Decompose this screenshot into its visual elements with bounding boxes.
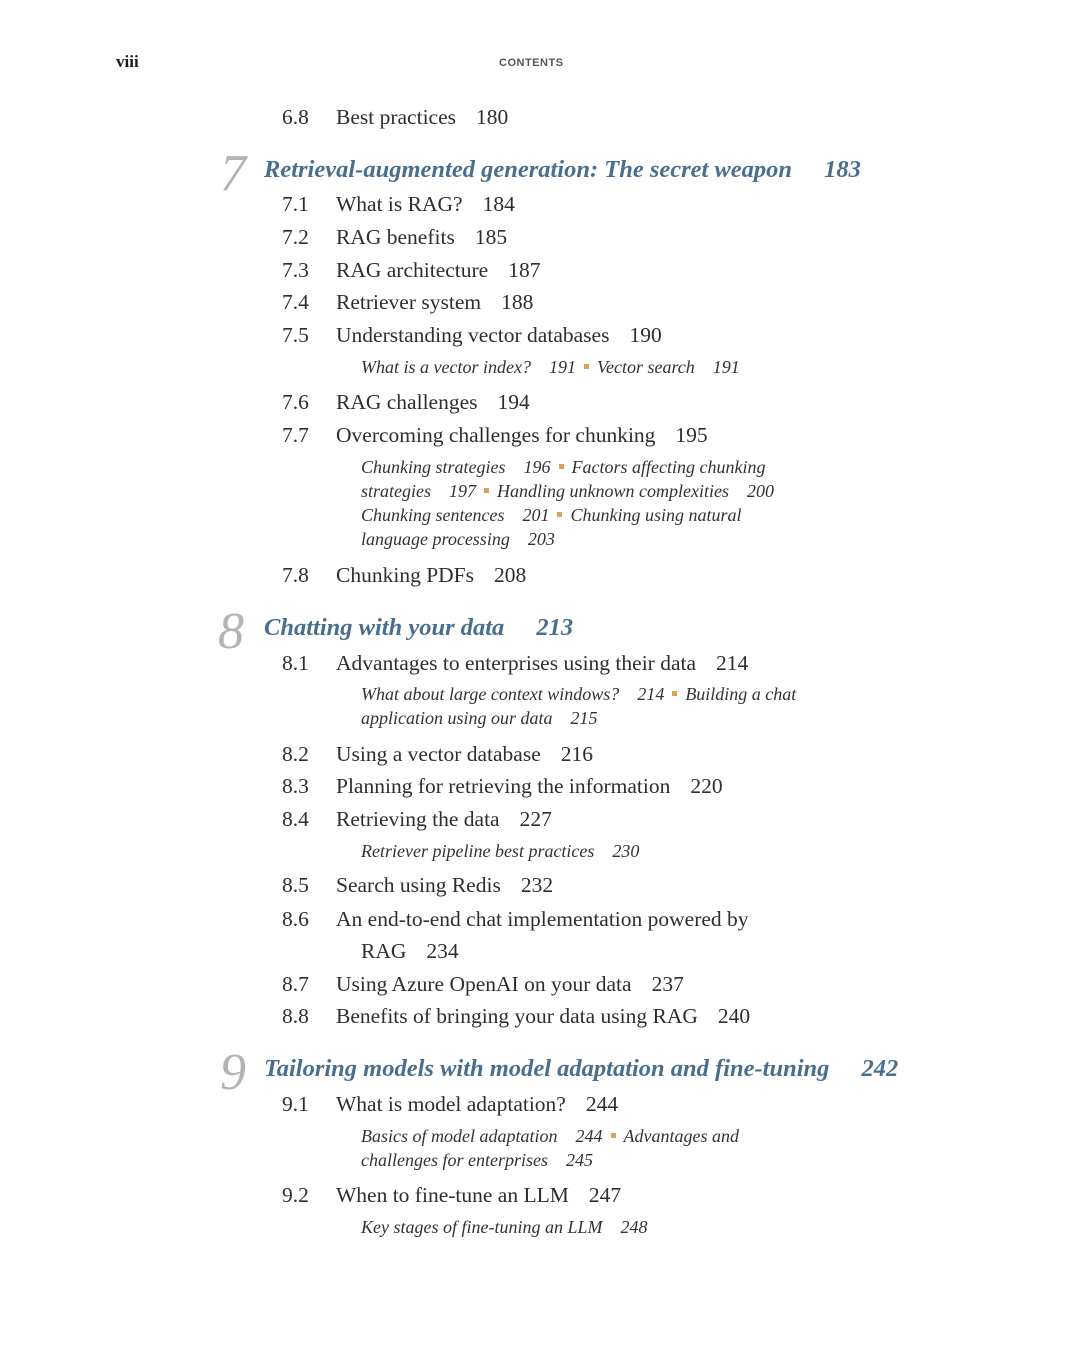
subsection-page: 197 — [449, 481, 476, 501]
subsection-page: 245 — [565, 1150, 593, 1170]
section-number: 7.7 — [282, 423, 309, 447]
subsection-page: 201 — [522, 505, 550, 525]
section-number: 7.5 — [282, 323, 309, 347]
toc-subsections-8-4 — [361, 839, 639, 863]
subsection-page: 215 — [570, 708, 598, 728]
section-title: When to fine-tune an LLM 247 — [336, 1183, 622, 1207]
section-number: 7.6 — [282, 390, 309, 414]
subsection-title[interactable]: Vector search — [596, 357, 695, 377]
section-page: 194 — [497, 390, 530, 414]
subsection-page: 244 — [575, 1126, 603, 1146]
subsection-title[interactable]: strategies — [361, 481, 431, 501]
toc-subsections-7-7-line3 — [361, 503, 741, 527]
section-title: What is model adaptation? 244 — [336, 1092, 619, 1116]
toc-subsections-9-1-line1 — [361, 1124, 739, 1148]
bullet-separator — [484, 488, 489, 493]
chapter-7-title[interactable]: Retrieval-augmented generation: The secret weapon 183 — [264, 156, 861, 183]
section-number: 6.8 — [282, 105, 309, 129]
subsection-page: 191 — [712, 357, 740, 377]
subsection-title[interactable]: Chunking sentences — [361, 505, 505, 525]
section-page: 185 — [474, 225, 508, 249]
section-title: Advantages to enterprises using their data 214 — [336, 651, 749, 675]
subsection-page: 203 — [527, 529, 555, 549]
subsection-title[interactable]: Key stages of fine-tuning an LLM — [361, 1217, 603, 1237]
section-title: RAG architecture 187 — [336, 258, 541, 282]
section-number: 7.8 — [282, 563, 309, 587]
section-page: 220 — [690, 774, 723, 798]
section-title: Using Azure OpenAI on your data 237 — [336, 972, 684, 996]
bullet-separator — [672, 691, 677, 696]
toc-subsections-9-2 — [361, 1215, 648, 1239]
running-head: CONTENTS — [499, 57, 564, 69]
chapter-page: 242 — [861, 1055, 899, 1082]
bullet-separator — [611, 1133, 616, 1138]
toc-subsections-8-1-line2 — [361, 706, 598, 730]
section-number: 7.3 — [282, 258, 309, 282]
subsection-page: 196 — [523, 457, 551, 477]
section-title: RAG benefits 185 — [336, 225, 508, 249]
section-number: 7.4 — [282, 290, 309, 314]
chapter-7-number: 7 — [220, 145, 246, 202]
section-number: 8.2 — [282, 742, 309, 766]
section-title: RAG challenges 194 — [336, 390, 530, 414]
section-page: 187 — [508, 258, 541, 282]
section-title: Planning for retrieving the information 220 — [336, 774, 723, 798]
chapter-8-number: 8 — [218, 603, 244, 660]
subsection-page: 214 — [637, 684, 665, 704]
section-number: 9.2 — [282, 1183, 309, 1207]
section-title: Overcoming challenges for chunking 195 — [336, 423, 708, 447]
section-number: 8.6 — [282, 907, 309, 931]
section-page: 195 — [675, 423, 708, 447]
subsection-title[interactable]: Basics of model adaptation — [361, 1126, 558, 1146]
chapter-9-title[interactable]: Tailoring models with model adaptation and fine-tuning 242 — [264, 1055, 899, 1082]
toc-subsections-8-1-line1 — [361, 682, 796, 706]
toc-subsections-7-7-line2 — [361, 479, 774, 503]
section-page: 237 — [651, 972, 684, 996]
bullet-separator — [557, 512, 562, 517]
subsection-title[interactable]: Retriever pipeline best practices — [361, 841, 595, 861]
section-title: Benefits of bringing your data using RAG 240 — [336, 1004, 751, 1028]
section-number: 7.1 — [282, 192, 309, 216]
subsection-title[interactable]: challenges for enterprises — [361, 1150, 548, 1170]
toc-subsections-9-1-line2 — [361, 1148, 593, 1172]
section-number: 8.3 — [282, 774, 309, 798]
section-title: Understanding vector databases 190 — [336, 323, 662, 347]
section-title-continued: RAG — [361, 939, 407, 963]
subsection-title[interactable]: Chunking using natural — [570, 505, 742, 525]
section-page: 247 — [588, 1183, 622, 1207]
section-title: Retrieving the data 227 — [336, 807, 552, 831]
toc-subsections-7-7-line1 — [361, 455, 765, 479]
subsection-title[interactable]: Building a chat — [685, 684, 797, 704]
section-title: Search using Redis 232 — [336, 873, 554, 897]
section-page: 188 — [501, 290, 534, 314]
subsection-title[interactable]: Factors affecting chunking — [571, 457, 766, 477]
subsection-page: 248 — [620, 1217, 648, 1237]
subsection-page: 230 — [612, 841, 640, 861]
chapter-page: 183 — [824, 156, 861, 183]
subsection-title[interactable]: application using our data — [361, 708, 553, 728]
section-title: Using a vector database 216 — [336, 742, 594, 766]
chapter-9-number: 9 — [220, 1044, 246, 1101]
toc-subsections-7-5 — [361, 355, 740, 379]
section-title: Retriever system 188 — [336, 290, 534, 314]
section-page: 227 — [519, 807, 552, 831]
subsection-page: 191 — [548, 357, 576, 377]
section-title: An end-to-end chat implementation powered by — [336, 907, 749, 931]
section-page: 234 — [426, 939, 459, 963]
section-number: 8.5 — [282, 873, 309, 897]
section-number: 9.1 — [282, 1092, 309, 1116]
section-page: 244 — [585, 1092, 619, 1116]
section-number: 8.8 — [282, 1004, 309, 1028]
section-number: 8.7 — [282, 972, 309, 996]
section-page: 240 — [717, 1004, 751, 1028]
subsection-title[interactable]: language processing — [361, 529, 510, 549]
bullet-separator — [584, 364, 589, 369]
section-title: Chunking PDFs 208 — [336, 563, 527, 587]
subsection-title[interactable]: Advantages and — [623, 1126, 739, 1146]
subsection-title[interactable]: Chunking strategies — [361, 457, 506, 477]
subsection-title[interactable]: Handling unknown complexities — [497, 481, 729, 501]
section-page: 180 — [476, 105, 509, 129]
section-page: 216 — [560, 742, 594, 766]
section-title: Best practices 180 — [336, 105, 509, 129]
section-number: 8.4 — [282, 807, 309, 831]
section-number: 8.1 — [282, 651, 309, 675]
chapter-8-title[interactable]: Chatting with your data 213 — [264, 614, 574, 641]
section-page: 232 — [520, 873, 554, 897]
section-page: 190 — [629, 323, 662, 347]
section-page: 184 — [482, 192, 515, 216]
section-page: 214 — [716, 651, 749, 675]
toc-section-8-6-continued[interactable] — [361, 938, 459, 964]
chapter-page: 213 — [536, 614, 574, 641]
section-title: What is RAG? 184 — [336, 192, 515, 216]
bullet-separator — [559, 464, 564, 469]
subsection-title[interactable]: What is a vector index? — [361, 357, 531, 377]
subsection-page: 200 — [746, 481, 774, 501]
subsection-title[interactable]: What about large context windows? — [361, 684, 620, 704]
section-number: 7.2 — [282, 225, 309, 249]
toc-subsections-7-7-line4 — [361, 527, 555, 551]
page-folio: viii — [116, 52, 139, 71]
section-page: 208 — [494, 563, 527, 587]
